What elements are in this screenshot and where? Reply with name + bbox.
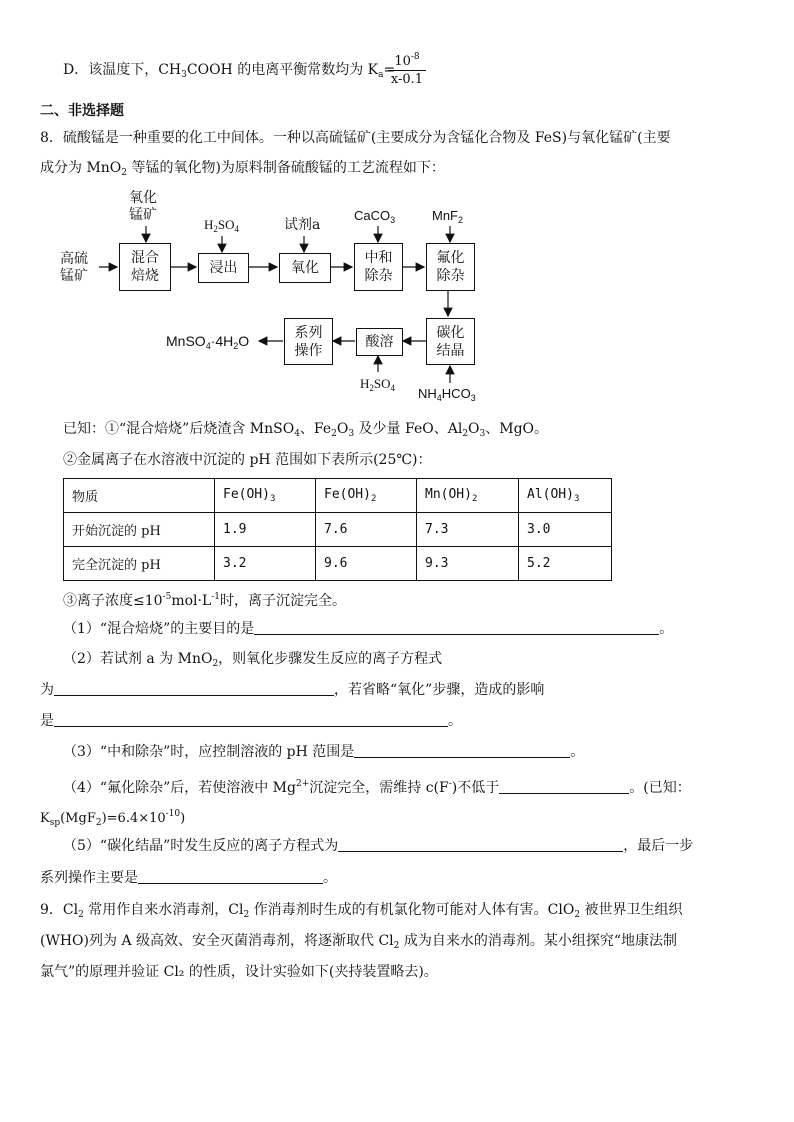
table-cell: 3.0 [519, 513, 612, 547]
known-1: 已知：①“混合焙烧”后烧渣含 MnSO$_4$、$Fe_2O_3$ 及少量 FeO、$Al_2O_3$、MgO。 [63, 421, 549, 439]
box-neutralize: 中和 除杂 [354, 243, 403, 291]
box-leach: 浸出 [198, 253, 249, 283]
box-series-ops: 系列 操作 [284, 318, 333, 365]
box-mix-roast: 混合 焙烧 [119, 243, 171, 291]
reagent-caco3: CaCO$_3$ [354, 208, 396, 225]
table-row [64, 513, 612, 547]
box-acid-dissolve: 酸溶 [356, 328, 403, 356]
table-row [64, 547, 612, 581]
flow-arrows [0, 0, 794, 420]
table-cell: 开始沉淀的 pH [64, 513, 215, 547]
reagent-mnf2: MnF$_2$ [432, 208, 464, 225]
option-d: D．该温度下，$CH_3COOH$ 的电离平衡常数均为 $K_a=$ [63, 62, 396, 80]
q8-part4: （4）“氟化除杂”后，若使溶液中 $Mg^{2+}$沉淀完全，需维持 c(F-)不低于 。(已知： [63, 779, 691, 796]
table-cell: $Fe(OH)_2$ [316, 479, 417, 513]
table-cell: 9.6 [316, 547, 417, 581]
q9-line2: (WHO)列为 A 级高效、安全灭菌消毒剂，将逐渐取代 $Cl_2$ 成为自来水的消毒剂。某小组探究“地康法制 [40, 933, 677, 951]
table-cell: 1.9 [215, 513, 316, 547]
section-heading: 二、非选择题 [40, 103, 124, 119]
feed-oxide-ore: 氧化 锰矿 [129, 190, 157, 223]
product-mnso4: $MnSO_4\cdot 4H_2O$ [166, 333, 250, 351]
table-cell: $Mn(OH)_2$ [417, 479, 519, 513]
table-cell: 9.3 [417, 547, 519, 581]
answer-blank[interactable] [354, 743, 570, 758]
table-cell: 7.6 [316, 513, 417, 547]
q8-part4-ksp: $K_{sp}(MgF_2)=6.4\times 10^{-10}$) [40, 809, 186, 828]
table-row [64, 479, 612, 513]
q8-line1: 8．硫酸锰是一种重要的化工中间体。一种以高硫锰矿(主要成分为含锰化合物及 FeS)与氧化锰矿(主要 [40, 130, 671, 146]
answer-blank[interactable] [499, 779, 629, 794]
answer-blank[interactable] [338, 837, 623, 852]
table-cell: 完全沉淀的 pH [64, 547, 215, 581]
q9-line1: 9．$Cl_2$ 常用作自来水消毒剂，$Cl_2$ 作消毒剂时生成的有机氯化物可能对人体有害。ClO$_2$ 被世界卫生组织 [40, 902, 683, 920]
option-d-fraction: $10^{-8}$ x-0.1 [388, 49, 426, 88]
q8-part3: （3）“中和除杂”时，应控制溶液的 pH 范围是 。 [63, 744, 585, 760]
q8-part2: （2）若试剂 a 为 MnO$_2$，则氧化步骤发生反应的离子方程式 [63, 651, 443, 669]
answer-blank[interactable] [138, 869, 323, 884]
reagent-a: 试剂a [284, 217, 321, 233]
q8-part5: （5）“碳化结晶”时发生反应的离子方程式为 ，最后一步 [63, 838, 694, 854]
q9-line3: 氯气”的原理并验证 Cl₂ 的性质，设计实验如下(夹持装置略去)。 [40, 964, 438, 980]
answer-blank[interactable] [254, 620, 659, 635]
q8-part5-line2: 系列操作主要是 。 [40, 870, 337, 886]
table-cell: 7.3 [417, 513, 519, 547]
answer-blank[interactable] [54, 681, 334, 696]
table-cell: 5.2 [519, 547, 612, 581]
answer-blank[interactable] [54, 712, 448, 727]
table-cell: 3.2 [215, 547, 316, 581]
reagent-h2so4-top: $H_2SO_4$ [204, 217, 240, 234]
reagent-nh4hco3: $NH_4HCO_3$ [418, 386, 476, 403]
q8-line2: 成分为 MnO$_2$ 等锰的氧化物)为原料制备硫酸锰的工艺流程如下： [40, 160, 445, 178]
known-3: ③离子浓度$\le 10^{-5}mol\cdot L^{-1}$时，离子沉淀完全。 [63, 592, 347, 609]
q8-part2-line3: 是 。 [40, 713, 462, 729]
table-cell: $Al(OH)_3$ [519, 479, 612, 513]
table-cell: 物质 [64, 479, 215, 513]
q8-part1: （1）“混合焙烧”的主要目的是 。 [63, 621, 674, 637]
q8-part2-line2: 为 ，若省略“氧化”步骤，造成的影响 [40, 682, 545, 698]
box-oxidation: 氧化 [279, 253, 331, 283]
feed-high-sulfur-ore: 高硫 锰矿 [60, 251, 88, 284]
ph-table [63, 478, 612, 581]
known-2: ②金属离子在水溶液中沉淀的 pH 范围如下表所示(25℃)： [63, 452, 432, 468]
table-cell: $Fe(OH)_3$ [215, 479, 316, 513]
box-carbonation: 碳化 结晶 [426, 318, 475, 365]
reagent-h2so4-bottom: $H_2SO_4$ [360, 376, 396, 393]
box-fluoride: 氟化 除杂 [426, 243, 475, 291]
